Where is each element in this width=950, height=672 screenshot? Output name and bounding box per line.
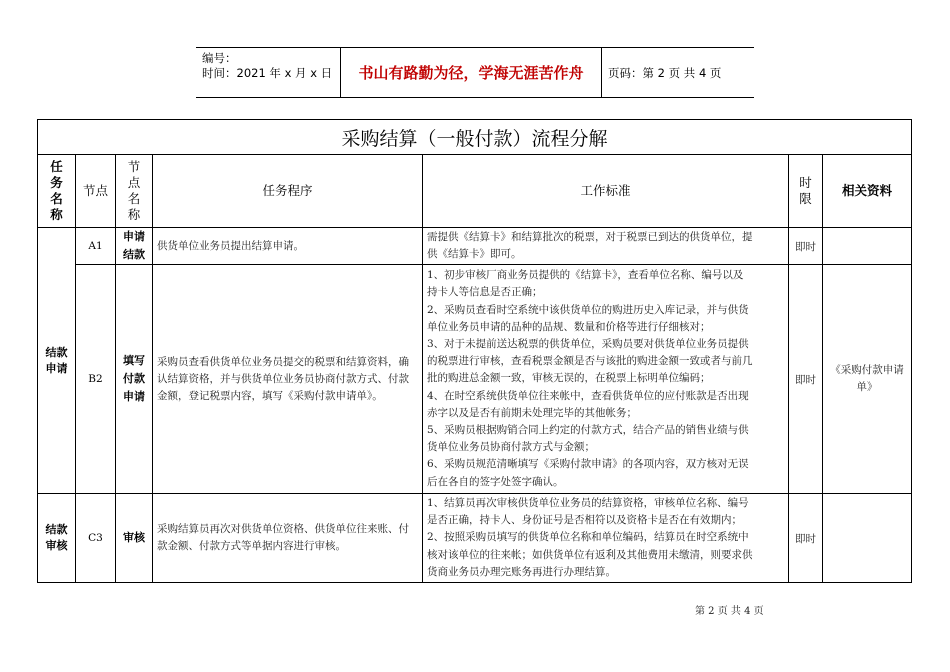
table-row xyxy=(38,494,912,583)
standard-text: 需提供《结算卡》和结算批次的税票，对于税票已到达的供货单位，提 供《结算卡》即可。 xyxy=(423,228,789,265)
document-header xyxy=(196,47,754,98)
header-meta xyxy=(202,51,336,81)
node-name: 申请 结款 xyxy=(116,228,153,265)
node-code: A1 xyxy=(76,228,116,265)
time-limit: 即时 xyxy=(789,494,823,583)
related-docs: 《采购付款申请单》 xyxy=(823,265,912,494)
page-footer: 第 2 页 共 4 页 xyxy=(695,606,764,617)
procedure-text: 采购员查看供货单位业务员提交的税票和结算资料，确认结算资格，并与供货单位业务员协商付款方式、付款金额，登记税票内容，填写《采购付款申请单》。 xyxy=(153,265,423,494)
table-row xyxy=(38,265,912,494)
time-limit: 即时 xyxy=(789,265,823,494)
process-table xyxy=(37,119,912,583)
section-name: 结款 申请 xyxy=(38,228,76,494)
standard-text: 1、结算员再次审核供货单位业务员的结算资格，审核单位名称、编号 是否正确，持卡人、身份证号是否相符以及资格卡是否在有效期内； 2、按照采购员填写的供货单位名称和单位编码，结算员在时空系统中 核对该单位的往来帐；如供货单位有返利及其他费用未缴清，则要求供 货商业务员办理完账务再进行办理结算。 xyxy=(423,494,789,583)
header-number-label: 编号： xyxy=(202,51,237,65)
header-standard: 工作标准 xyxy=(423,155,789,228)
related-docs xyxy=(823,228,912,265)
time-limit: 即时 xyxy=(789,228,823,265)
header-node: 节点 xyxy=(76,155,116,228)
section-name: 结款 审核 xyxy=(38,494,76,583)
table-title: 采购结算（一般付款）流程分解 xyxy=(38,120,912,155)
node-name: 审核 xyxy=(116,494,153,583)
procedure-text: 采购结算员再次对供货单位资格、供货单位往来账、付款金额、付款方式等单据内容进行审核。 xyxy=(153,494,423,583)
table-header-row xyxy=(38,155,912,228)
standard-text: 1、初步审核厂商业务员提供的《结算卡》，查看单位名称、编号以及 持卡人等信息是否正确； 2、采购员查看时空系统中该供货单位的购进历史入库记录，并与供货 单位业务员申请的品种的品规、数量和价格等进行仔细核对； 3、对于未提前送达税票的供货单位，采购员要对供货单位业务员提供 的税票进行审核，查看税票金额是否与该批的购进金额一致或者与前几 批的购进总金额一致，审核无误的，在税票上标明单位编码； 4、在时空系统供货单位往来帐中，查看供货单位的应付账款是否出现 赤字以及是否有前期未处理完毕的其他帐务； 5、采购员根据购销合同上约定的付款方式，结合产品的销售业绩与供 货单位业务员协商付款方式与金额； 6、采购员规范清晰填写《采购付款申请》的各项内容，双方核对无误 后在各自的签字处签字确认。 xyxy=(423,265,789,494)
header-divider xyxy=(601,48,602,97)
table-row xyxy=(38,228,912,265)
header-procedure: 任务程序 xyxy=(153,155,423,228)
node-code: C3 xyxy=(76,494,116,583)
header-limit: 时 限 xyxy=(789,155,823,228)
related-docs xyxy=(823,494,912,583)
header-node-name: 节 点 名 称 xyxy=(116,155,153,228)
node-code: B2 xyxy=(76,265,116,494)
header-page-label: 页码：第 2 页 共 4 页 xyxy=(608,65,722,80)
header-task-name: 任 务 名 称 xyxy=(38,155,76,228)
procedure-text: 供货单位业务员提出结算申请。 xyxy=(153,228,423,265)
node-name: 填写 付款 申请 xyxy=(116,265,153,494)
header-motto: 书山有路勤为径，学海无涯苦作舟 xyxy=(358,64,584,82)
header-docs: 相关资料 xyxy=(823,155,912,228)
header-time-label: 时间：2021 年 x 月 x 日 xyxy=(202,66,333,80)
